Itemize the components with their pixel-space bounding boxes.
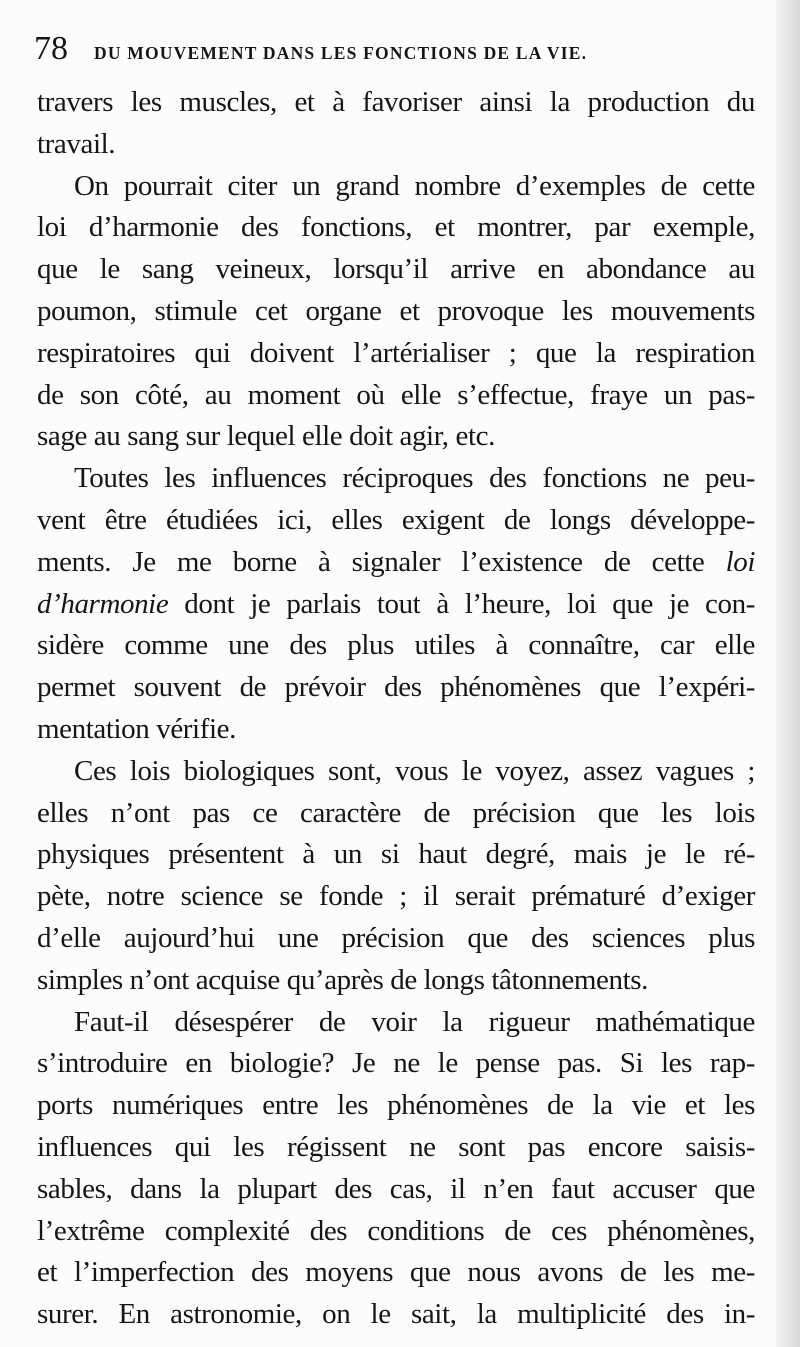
text-span: dont je parlais tout à l’heure, loi que je con- (168, 587, 755, 620)
text-line: travers les muscles, et à favoriser ainsi la production du (37, 86, 755, 118)
text-line: vent être étudiées ici, elles exigent de longs développe- (37, 503, 755, 536)
text-line: poumon, stimule cet organe et provoque les mouvements (37, 294, 755, 327)
page-header (34, 30, 754, 70)
text-line: loi d’harmonie des fonctions, et montrer, par exemple, (37, 211, 755, 244)
italic-term: loi (725, 545, 755, 578)
text-line (37, 584, 755, 626)
text-line: elles n’ont pas ce caractère de précision que les lois (37, 796, 755, 829)
text-span: ments. Je me borne à signaler l’existence de cette (37, 545, 726, 578)
text-line: que le sang veineux, lorsqu’il arrive en abondance au (37, 253, 755, 286)
text-line: permet souvent de prévoir des phénomènes que l’expéri- (37, 671, 755, 704)
running-head: DU MOUVEMENT DANS LES FONCTIONS DE LA VIE. (94, 43, 588, 63)
text-line: sables, dans la plupart des cas, il n’en faut accuser que (37, 1172, 755, 1205)
text-line: s’introduire en biologie? Je ne le pense pas. Si les rap- (37, 1047, 755, 1080)
text-line: travail. (37, 127, 116, 160)
text-line: et l’imperfection des moyens que nous avons de les me- (37, 1256, 755, 1289)
text-line: influences qui les régissent ne sont pas encore saisis- (37, 1130, 755, 1163)
page-number: 78 (34, 30, 68, 67)
text-line: physiques présentent à un si haut degré, mais je le ré- (37, 838, 755, 871)
text-line: Faut-il désespérer de voir la rigueur mathématique (74, 1005, 755, 1038)
text-line: de son côté, au moment où elle s’effectue, fraye un pas- (37, 378, 755, 411)
page-spine-shadow (776, 0, 800, 1347)
text-line: ports numériques entre les phénomènes de la vie et les (37, 1089, 755, 1122)
text-line (37, 542, 755, 584)
italic-term: d’harmonie (37, 587, 169, 620)
text-line: respiratoires qui doivent l’artérialiser ; que la respiration (37, 336, 755, 369)
text-line: d’elle aujourd’hui une précision que des sciences plus (37, 921, 755, 954)
text-line: simples n’ont acquise qu’après de longs tâtonnements. (37, 963, 649, 996)
text-line: l’extrême complexité des conditions de ces phénomènes, (37, 1214, 755, 1247)
body-text (37, 82, 755, 1336)
text-line: Toutes les influences réciproques des fonctions ne peu- (74, 462, 755, 495)
text-line: On pourrait citer un grand nombre d’exemples de cette (74, 169, 755, 202)
text-line: sidère comme une des plus utiles à connaître, car elle (37, 629, 755, 662)
text-line: pète, notre science se fonde ; il serait prématuré d’exiger (37, 880, 755, 913)
text-line: Ces lois biologiques sont, vous le voyez, assez vagues ; (74, 754, 755, 787)
text-line: surer. En astronomie, on le sait, la multiplicité des in- (37, 1298, 755, 1331)
text-line: sage au sang sur lequel elle doit agir, etc. (37, 420, 495, 453)
text-line: mentation vérifie. (37, 712, 236, 745)
